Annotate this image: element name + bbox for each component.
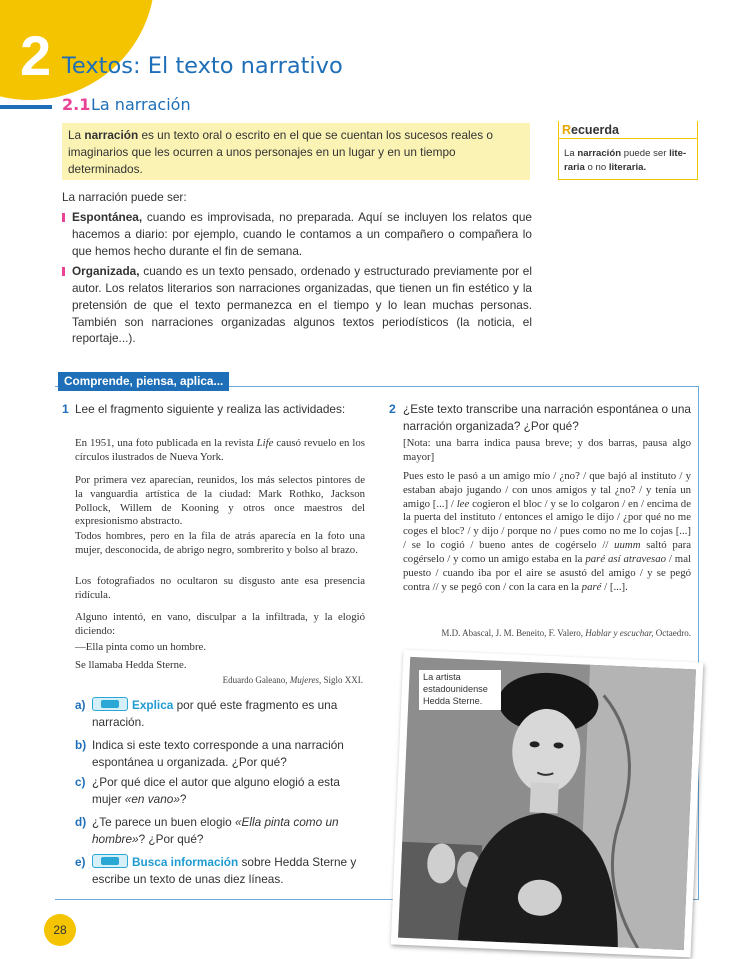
question-2-number: 2 (389, 402, 396, 416)
fragment-paragraph: Todos hombres, pero en la fila de atrás aparecía en la foto una mujer, desconocida, de abrigo negro, sombrerito y bolso al brazo. (75, 530, 365, 556)
fragment-paragraph: Se llamaba Hedda Sterne. (75, 659, 187, 671)
fragment-paragraph: Alguno intentó, en vano, disculpar a la infiltrada, y la elogió diciendo: (75, 611, 365, 637)
bullet-marker (62, 213, 65, 222)
bullet-organizada: Organizada, cuando es un texto pensado, ordenado y estructurado previamente por el autor. Los relatos literarios son narraciones organizadas, que tienen un fin estético y la pretensión de que el texto permanezca en el tiempo y lo lean muchas personas. También son narraciones organizadas algunos textos periodísticos (la noticia, el reportaje...). (62, 263, 532, 347)
section-number: 2.1 (62, 95, 91, 114)
bullet-espontanea: Espontánea, cuando es improvisada, no preparada. Aquí se incluyen los relatos que hacemos a diario: por ejemplo, cuando le contamos a un compañero o compañera lo que hemos hecho durante el fin de semana. (62, 209, 532, 260)
fragment-citation: Eduardo Galeano, Mujeres, Siglo XXI. (222, 675, 363, 685)
recuerda-heading: Recuerda (559, 121, 697, 139)
activity-tab: Comprende, piensa, aplica... (58, 372, 229, 391)
subquestion-a: a) Explica por qué este fragmento es una narración. (75, 698, 338, 729)
fragment-paragraph: En 1951, una foto publicada en la revista Life causó revuelo en los círculos ilustrados de Nueva York. (75, 437, 366, 463)
subquestion-c: c) ¿Por qué dice el autor que alguno elogió a esta mujer «en vano»? (75, 775, 340, 806)
recuerda-box (558, 121, 698, 180)
fragment-paragraph: Los fotografiados no ocultaron su disgusto ante esa presencia ridícula. (75, 575, 365, 601)
page-number: 28 (44, 914, 76, 946)
subquestion-d: d) ¿Te parece un buen elogio «Ella pinta como un hombre»? ¿Por qué? (75, 815, 339, 846)
subquestion-e: e) Busca información sobre Hedda Sterne y escribe un texto de unas diez líneas. (75, 855, 357, 886)
chapter-number: 2 (20, 24, 52, 87)
intro-text: La narración puede ser: (62, 190, 187, 204)
photo-caption: La artista estadounidense Hedda Sterne. (419, 670, 501, 710)
recuerda-text: La narración puede ser literaria o no literaria. (564, 148, 687, 173)
question-1-text: Lee el fragmento siguiente y realiza las actividades: (75, 402, 346, 416)
chapter-title: Textos: El texto narrativo (62, 53, 343, 79)
transcript-text: Pues esto le pasó a un amigo mío / ¿no? / que bajó al instituto / y estaban abajo jugando / con unos amigos y tal ¿no? / y tenía un amigo [...] / lee cogieron el bloc / y se lo colgaron / en / encima de la puerta del instituto / entonces el amigo le dijo / ¿por qué no me coges el bloc? / y dijo / porque no / pues como no me lo cojas [...] / se lo cogió / bueno antes de cogérselo // uumm saltó para cogérselo / y como un amigo estaba en la paré así atravesao / mal puesto / cuando iba por el aire se asustó del amigo / y se pegó contra // y se pegó con / con la cara en la paré / [...]. (403, 470, 692, 593)
section-title: La narración (91, 95, 191, 114)
section-bar (0, 105, 52, 109)
fragment-paragraph: Por primera vez aparecían, reunidos, los más selectos pintores de la vanguardia artística de la ciudad: Mark Rothko, Jackson Pollock, Willem de Kooning y otros once maestros del expresionismo abstracto. (75, 474, 365, 528)
definition-box: La narración es un texto oral o escrito en el que se cuentan los sucesos reales o imaginarios que les ocurren a unos personajes en un lugar y en un tiempo determinados. (62, 123, 530, 180)
transcript-citation: M.D. Abascal, J. M. Beneito, F. Valero, Hablar y escuchar, Octaedro. (441, 628, 691, 638)
fragment-paragraph: —Ella pinta como un hombre. (75, 641, 207, 653)
definition-term: narración (84, 128, 139, 142)
research-activity-icon (92, 854, 128, 868)
question-2-text: ¿Este texto transcribe una narración espontánea o una narración organizada? ¿Por qué? (403, 402, 691, 433)
explain-activity-icon (92, 697, 128, 711)
bullet-marker (62, 267, 65, 276)
question-1-number: 1 (62, 402, 69, 416)
transcript-note: [Nota: una barra indica pausa breve; y dos barras, pausa algo mayor] (403, 437, 691, 463)
subquestion-b: b) Indica si este texto corresponde a una narración espontánea u organizada. ¿Por qué? (75, 738, 344, 769)
